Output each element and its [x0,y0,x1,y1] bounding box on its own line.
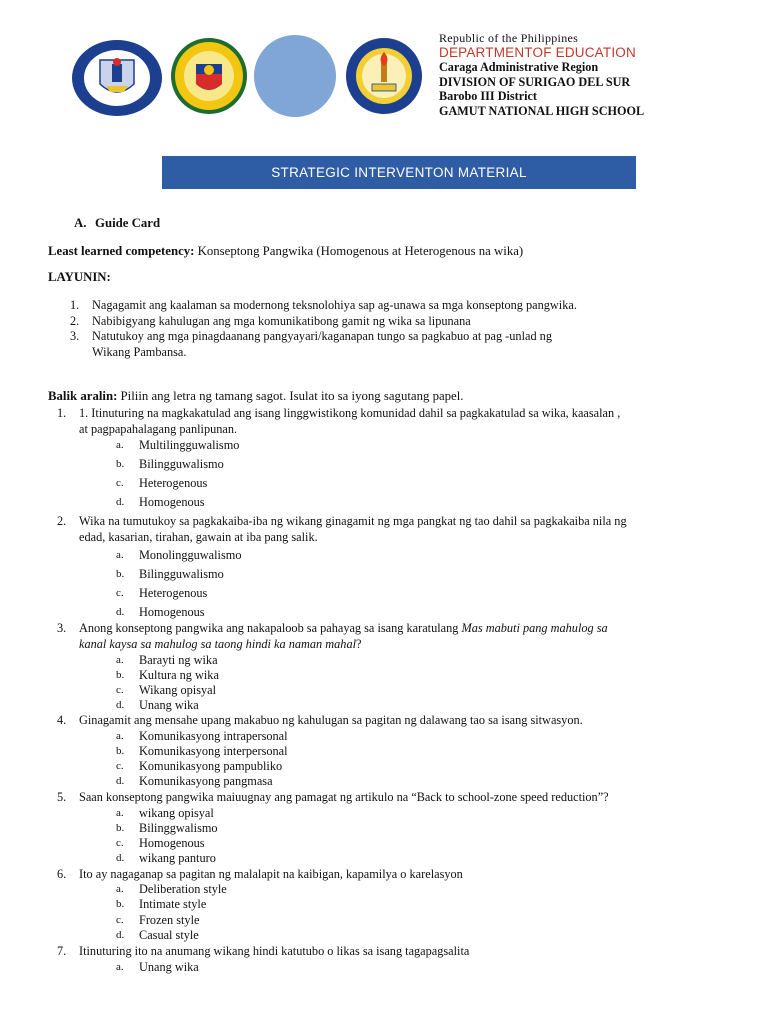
option-letter: d. [116,852,125,864]
option-text: wikang panturo [139,851,216,865]
option-letter: d. [116,775,125,787]
option-letter: d. [116,606,125,618]
option-letter: c. [116,837,124,849]
school-seal-logo [343,36,425,116]
option-text: Heterogenous [139,586,208,600]
option-text: Casual style [139,928,199,942]
layunin-item-text: Natutukoy ang mga pinagdaanang pangyayari/kaganapan tungo sa pagkabuo at pag -unlad ng [92,329,552,343]
competency-label: Least learned competency: [48,244,195,258]
district-text: Barobo III District [439,89,537,103]
option-text: Homogenous [139,605,205,619]
option-text: Frozen style [139,913,200,927]
question-text: Ito ay nagaganap sa pagitan ng malalapit na kaibigan, kapamilya o karelasyon [79,867,463,881]
blue-circle-logo [253,34,337,118]
region-text: Caraga Administrative Region [439,60,599,74]
option-letter: d. [116,496,125,508]
question-number: 3. [57,621,67,635]
option-letter: c. [116,914,124,926]
question-text [79,621,608,636]
option-text: Deliberation style [139,882,227,896]
question-text: at pagpapahalagang panlipunan. [79,422,238,436]
question-text-normal: Anong konseptong pangwika ang nakapaloob sa pahayag sa isang karatulang [79,621,462,635]
option-letter: d. [116,699,125,711]
question-number: 5. [57,790,67,804]
option-text: Bilingguwalismo [139,457,224,471]
question-text: edad, kasarian, tirahan, gawain at iba pang salik. [79,530,318,544]
option-letter: a. [116,883,124,895]
competency-value: Konseptong Pangwika (Homogenous at Heterogenous na wika) [197,244,524,258]
layunin-item-text: Nabibigyang kahulugan ang mga komunikatibong gamit ng wika sa lipunana [92,314,471,328]
balik-aralin-label: Balik aralin: [48,389,118,403]
layunin-item-text: Wikang Pambansa. [92,345,187,359]
option-letter: a. [116,439,124,451]
question-text: Itinuturing ito na anumang wikang hindi katutubo o likas sa isang tagapagsalita [79,944,470,958]
option-text: Komunikasyong pampubliko [139,759,283,773]
question-text: Ginagamit ang mensahe upang makabuo ng kahulugan sa pagitan ng dalawang tao sa isang sitwasyon. [79,713,583,727]
option-letter: a. [116,730,124,742]
option-letter: b. [116,822,125,834]
layunin-item-text: Nagagamit ang kaalaman sa modernong teksnolohiya sap ag-unawa sa mga konseptong pangwika. [92,298,577,312]
option-letter: c. [116,587,124,599]
header-block [439,31,644,118]
balik-aralin-instruction: Piliin ang letra ng tamang sagot. Isulat ito sa iyong sagutang papel. [120,389,464,403]
title-banner: STRATEGIC INTERVENTON MATERIAL [162,156,636,189]
guide-card-title: Guide Card [95,216,161,230]
layunin-label: LAYUNIN: [48,270,111,284]
option-letter: a. [116,961,124,973]
question-text: 1. Itinuturing na magkakatulad ang isang linggwistikong komunidad dahil sa pagkakatulad sa wika, kaasalan , [79,406,621,420]
question-end: ? [356,637,362,651]
republic-text: Republic of the Philippines [439,31,579,45]
question-number: 1. [57,406,67,420]
option-letter: c. [116,684,124,696]
balik-aralin-line [48,389,464,404]
option-letter: a. [116,807,124,819]
layunin-item-number: 1. [70,298,80,312]
division-text: DIVISION OF SURIGAO DEL SUR [439,74,631,89]
layunin-item-number: 3. [70,329,80,343]
question-text: Saan konseptong pangwika maiuugnay ang pamagat ng artikulo na “Back to school-zone speed reduction”? [79,790,609,804]
quote-text: kanal kaysa sa mahulog sa taong hindi ka naman mahal [79,637,357,651]
option-letter: b. [116,745,125,757]
option-text: Komunikasyong pangmasa [139,774,273,788]
option-text: Bilingguwalismo [139,567,224,581]
option-text: Barayti ng wika [139,653,218,667]
question-text [79,637,361,652]
option-letter: c. [116,760,124,772]
quote-text: Mas mabuti pang mahulog sa [461,621,608,635]
option-letter: b. [116,568,125,580]
option-letter: c. [116,477,124,489]
question-text: Wika na tumutukoy sa pagkakaiba-iba ng wikang ginagamit ng mga pangkat ng tao dahil sa pagkakaiba nila ng [79,514,627,528]
option-text: Heterogenous [139,476,208,490]
competency-line [48,244,523,259]
option-text: Wikang opisyal [139,683,217,697]
guide-card-letter: A. [74,216,87,230]
school-text: GAMUT NATIONAL HIGH SCHOOL [439,103,645,118]
option-text: Homogenous [139,495,205,509]
question-number: 6. [57,867,67,881]
option-text: Kultura ng wika [139,668,219,682]
option-letter: a. [116,549,124,561]
option-text: wikang opisyal [139,806,214,820]
question-number: 4. [57,713,67,727]
deped-seal-logo [70,38,164,118]
option-letter: a. [116,654,124,666]
department-text: DEPARTMENTOF EDUCATION [439,44,636,60]
option-letter: b. [116,669,125,681]
option-text: Unang wika [139,698,199,712]
option-text: Komunikasyong interpersonal [139,744,288,758]
option-text: Monolingguwalismo [139,548,242,562]
option-text: Unang wika [139,960,199,974]
question-number: 7. [57,944,67,958]
division-seal-logo [170,36,248,116]
question-number: 2. [57,514,67,528]
option-text: Komunikasyong intrapersonal [139,729,288,743]
option-letter: d. [116,929,125,941]
option-text: Bilinggwalismo [139,821,218,835]
layunin-item-number: 2. [70,314,80,328]
option-text: Homogenous [139,836,205,850]
option-text: Intimate style [139,897,207,911]
option-letter: b. [116,458,125,470]
option-text: Multilingguwalismo [139,438,240,452]
option-letter: b. [116,898,125,910]
